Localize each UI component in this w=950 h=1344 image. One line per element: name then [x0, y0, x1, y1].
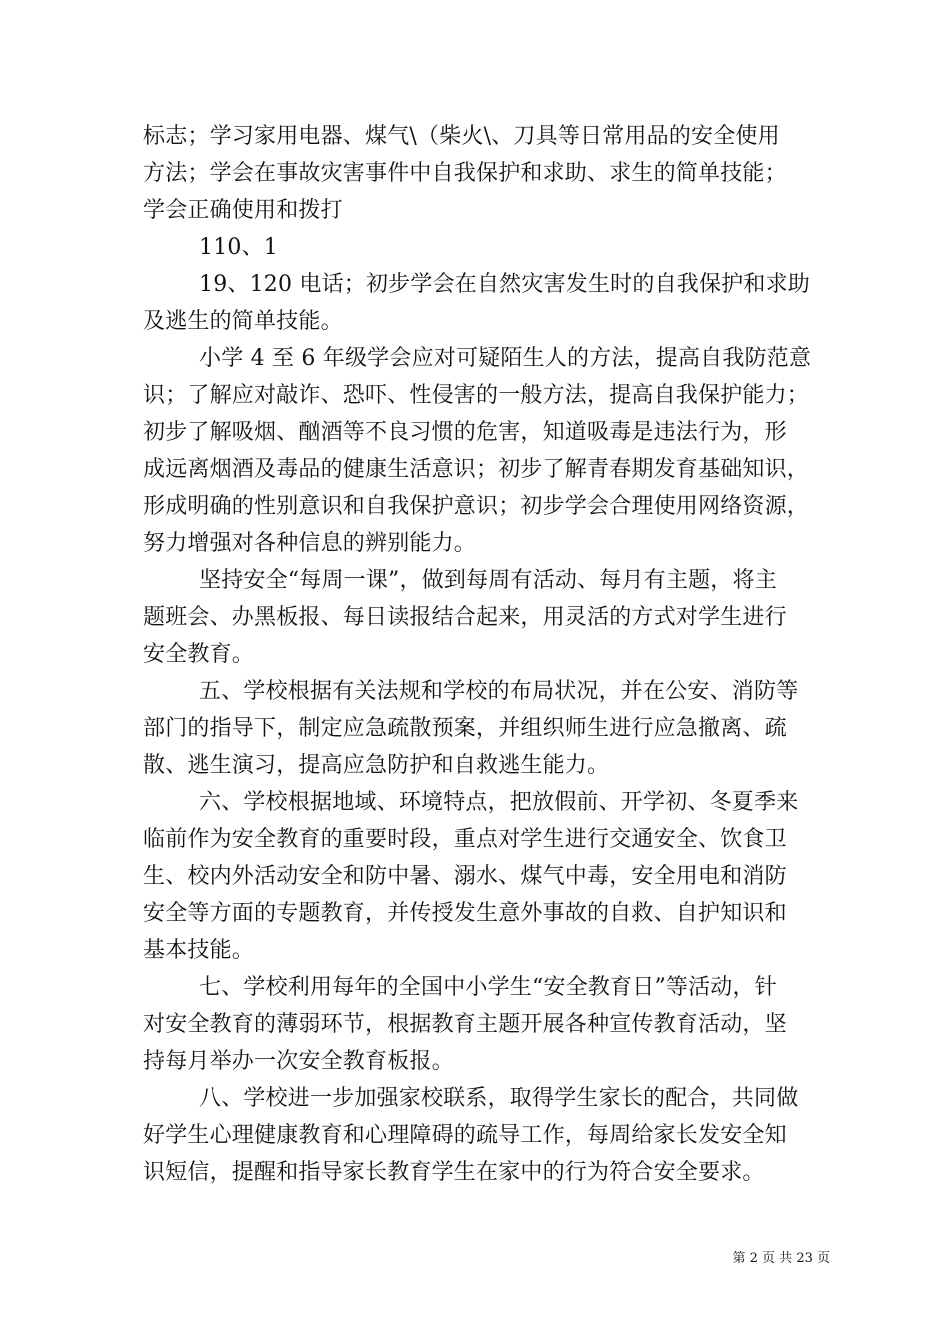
- text-line: 努力增强对各种信息的辨别能力。: [143, 531, 477, 556]
- text-line: 五、学校根据有关法规和学校的布局状况，并在公安、消防等: [199, 679, 799, 704]
- text-line: 部门的指导下，制定应急疏散预案，并组织师生进行应急撤离、疏: [143, 716, 787, 741]
- text-line: 临前作为安全教育的重要时段，重点对学生进行交通安全、饮食卫: [143, 827, 787, 852]
- text-line: 题班会、办黑板报、每日读报结合起来，用灵活的方式对学生进行: [143, 605, 787, 630]
- text-line: 安全教育。: [143, 642, 255, 667]
- text-line: 七、学校利用每年的全国中小学生“安全教育日”等活动，针: [199, 975, 777, 1000]
- text-line: 六、学校根据地域、环境特点，把放假前、开学初、冬夏季来: [199, 790, 799, 815]
- text-line: 小学 4 至 6 年级学会应对可疑陌生人的方法，提高自我防范意: [199, 346, 812, 371]
- text-line: 方法；学会在事故灾害事件中自我保护和求助、求生的简单技能；: [143, 161, 787, 186]
- text-line: 19、120 电话；初步学会在自然灾害发生时的自我保护和求助: [199, 272, 810, 297]
- text-line: 初步了解吸烟、酗酒等不良习惯的危害，知道吸毒是违法行为，形: [143, 420, 787, 445]
- text-line: 生、校内外活动安全和防中暑、溺水、煤气中毒，安全用电和消防: [143, 864, 787, 889]
- text-line: 及逃生的简单技能。: [143, 309, 343, 334]
- text-line: 基本技能。: [143, 938, 255, 963]
- text-line: 持每月举办一次安全教育板报。: [143, 1049, 454, 1074]
- text-line: 110、1: [199, 235, 278, 260]
- text-line: 识短信，提醒和指导家长教育学生在家中的行为符合安全要求。: [143, 1160, 765, 1185]
- text-line: 学会正确使用和拨打: [143, 198, 343, 223]
- text-line: 好学生心理健康教育和心理障碍的疏导工作，每周给家长发安全知: [143, 1123, 787, 1148]
- text-line: 识；了解应对敲诈、恐吓、性侵害的一般方法，提高自我保护能力；: [143, 383, 810, 408]
- text-line: 形成明确的性别意识和自我保护意识；初步学会合理使用网络资源，: [143, 494, 810, 519]
- text-line: 坚持安全“每周一课”，做到每周有活动、每月有主题，将主: [199, 568, 777, 593]
- text-line: 八、学校进一步加强家校联系，取得学生家长的配合，共同做: [199, 1086, 799, 1111]
- text-line: 成远离烟酒及毒品的健康生活意识；初步了解青春期发育基础知识，: [143, 457, 810, 482]
- text-line: 散、逃生演习，提高应急防护和自救逃生能力。: [143, 753, 610, 778]
- text-line: 标志；学习家用电器、煤气\（柴火\、刀具等日常用品的安全使用: [143, 124, 780, 149]
- page-number: 第 2 页 共 23 页: [732, 1251, 830, 1266]
- text-line: 安全等方面的专题教育，并传授发生意外事故的自救、自护知识和: [143, 901, 787, 926]
- text-line: 对安全教育的薄弱环节，根据教育主题开展各种宣传教育活动，坚: [143, 1012, 787, 1037]
